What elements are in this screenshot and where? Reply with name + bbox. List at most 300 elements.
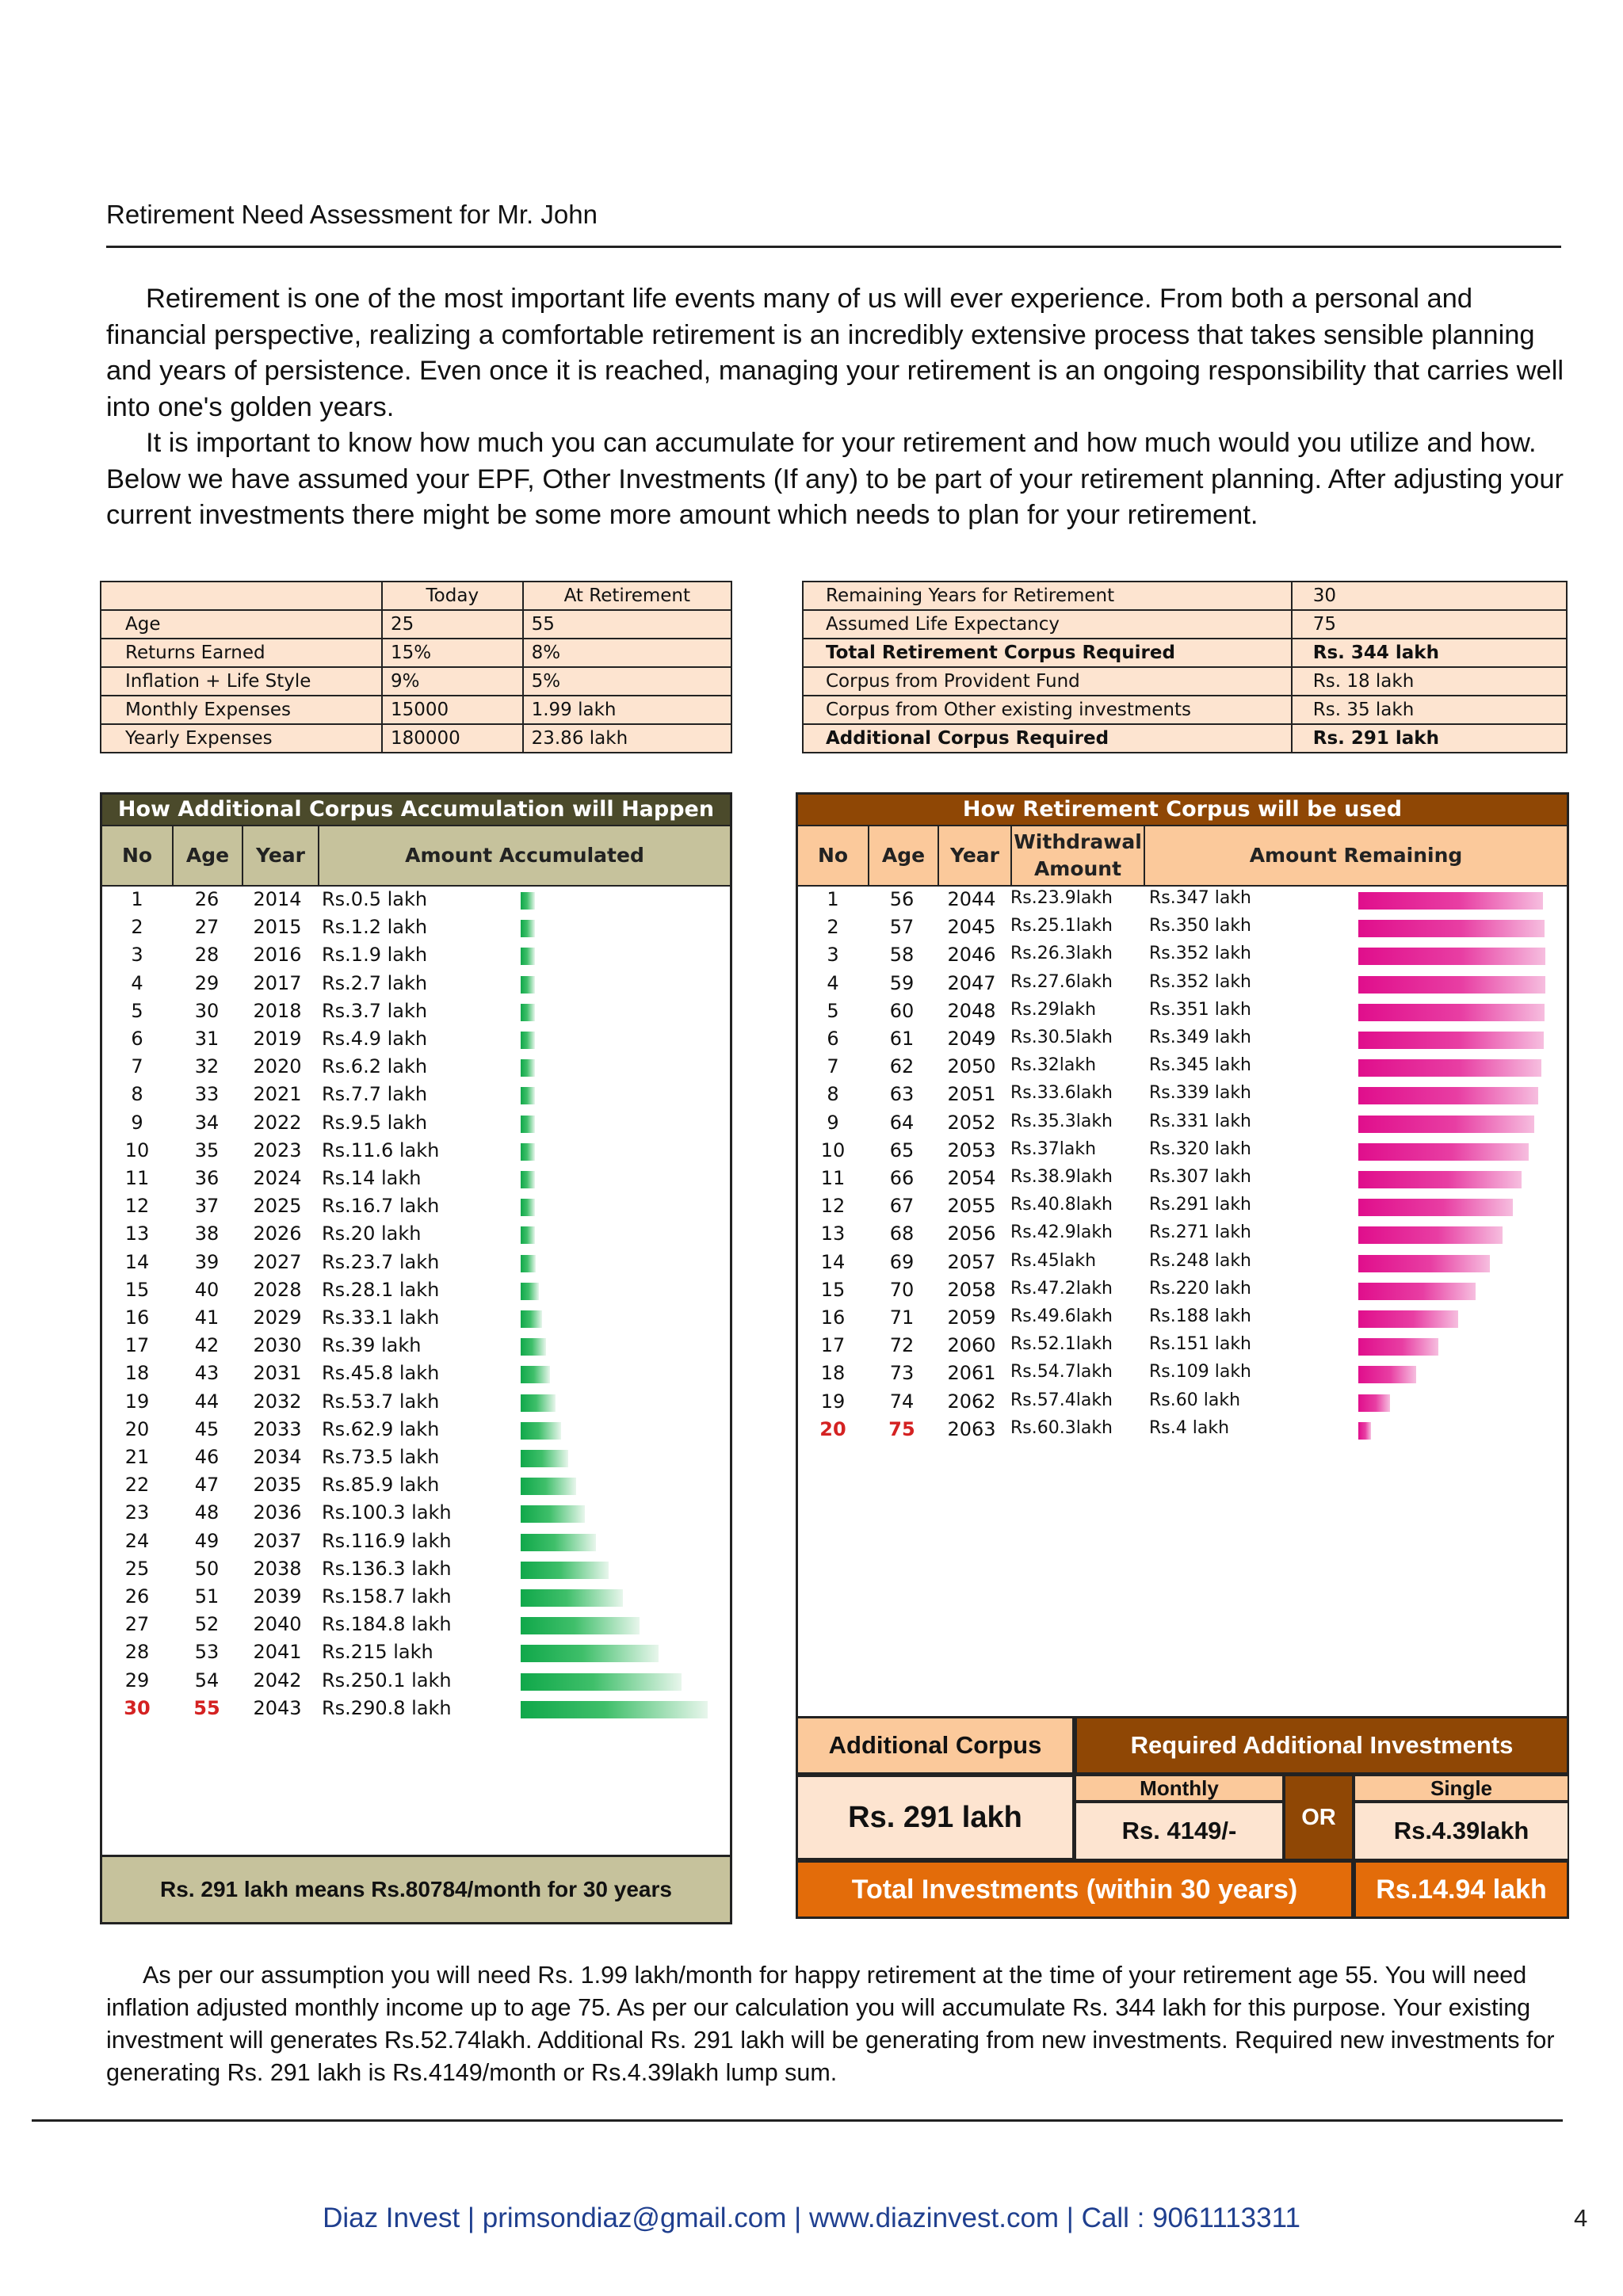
accum-amount: Rs.215 lakh xyxy=(322,1641,433,1664)
usage-withdrawal: Rs.37lakh xyxy=(1010,1138,1097,1159)
accum-age: 26 xyxy=(194,888,220,910)
usage-withdrawal: Rs.45lakh xyxy=(1010,1250,1097,1271)
accum-bar xyxy=(521,1143,535,1161)
col-year: Year xyxy=(243,826,319,885)
usage-age: 60 xyxy=(889,999,915,1022)
footer-contact: Diaz Invest | primsondiaz@gmail.com | www.diazinvest.com | Call : 9061113311 xyxy=(323,2203,1300,2233)
usage-bar xyxy=(1358,892,1543,910)
accum-no: 11 xyxy=(124,1167,150,1189)
usage-age: 62 xyxy=(889,1055,915,1078)
accum-age: 54 xyxy=(194,1669,220,1691)
summary-paragraph: As per our assumption you will need Rs. 1.99 lakh/month for happy retirement at the time of your retirement age 55. You will need inflation adjusted monthly income up to age 75. As per our calculation you will accumulate Rs. 344 lakh for this purpose. Your existing investment will generates Rs.52.74lakh. Additional Rs. 291 lakh will be generating from new investments. Required new investments for generating Rs. 291 lakh is Rs.4149/month or Rs.4.39lakh lump sum. xyxy=(106,1962,1555,2086)
usage-year: 2045 xyxy=(947,916,996,939)
usage-no: 9 xyxy=(827,1111,839,1134)
usage-age: 69 xyxy=(889,1250,915,1273)
usage-age: 57 xyxy=(889,916,915,939)
usage-age: 67 xyxy=(889,1195,915,1218)
accum-amount: Rs.290.8 lakh xyxy=(322,1696,452,1719)
req-value: Rs. 344 lakh xyxy=(1292,639,1567,667)
usage-withdrawal: Rs.30.5lakh xyxy=(1010,1028,1113,1047)
usage-no: 10 xyxy=(820,1138,846,1161)
accum-amount: Rs.73.5 lakh xyxy=(322,1446,440,1468)
usage-no: 18 xyxy=(820,1362,846,1385)
title-divider xyxy=(106,246,1561,248)
usage-remaining: Rs.339 lakh xyxy=(1149,1083,1252,1104)
profile-today: 15% xyxy=(382,639,523,667)
usage-withdrawal: Rs.52.1lakh xyxy=(1010,1334,1113,1355)
accum-bar xyxy=(521,1701,708,1718)
col-no: No xyxy=(102,826,174,885)
usage-withdrawal: Rs.29lakh xyxy=(1010,999,1097,1020)
accum-year: 2030 xyxy=(253,1334,302,1357)
accum-amount: Rs.0.5 lakh xyxy=(322,888,428,910)
accum-no: 17 xyxy=(124,1334,150,1357)
accum-no: 27 xyxy=(124,1613,150,1636)
usage-remaining: Rs.347 lakh xyxy=(1149,888,1252,908)
req-value: 75 xyxy=(1292,610,1567,639)
accum-age: 42 xyxy=(194,1334,220,1357)
usage-age: 58 xyxy=(889,944,915,967)
usage-no: 4 xyxy=(827,971,839,994)
usage-age: 68 xyxy=(889,1222,915,1245)
usage-year: 2047 xyxy=(947,971,996,994)
accum-age: 46 xyxy=(194,1446,220,1468)
req-label: Corpus from Provident Fund xyxy=(803,667,1292,696)
usage-age: 56 xyxy=(889,888,915,910)
accum-year: 2038 xyxy=(253,1557,302,1580)
single-label: Single xyxy=(1354,1775,1569,1802)
accumulation-title: How Additional Corpus Accumulation will Happen xyxy=(102,795,730,825)
accum-bar xyxy=(521,1338,546,1356)
usage-remaining: Rs.352 lakh xyxy=(1149,971,1252,992)
accum-age: 33 xyxy=(194,1083,220,1106)
accum-bar xyxy=(521,1226,535,1244)
accum-bar xyxy=(521,1199,535,1216)
usage-no: 2 xyxy=(827,916,839,939)
usage-withdrawal: Rs.40.8lakh xyxy=(1010,1195,1113,1215)
usage-withdrawal: Rs.32lakh xyxy=(1010,1055,1097,1076)
profile-header-today: Today xyxy=(382,582,523,610)
accum-amount: Rs.100.3 lakh xyxy=(322,1501,452,1524)
accum-age: 49 xyxy=(194,1529,220,1552)
page-number: 4 xyxy=(1574,2204,1588,2232)
usage-age: 74 xyxy=(889,1390,915,1413)
usage-year: 2050 xyxy=(947,1055,996,1078)
accum-bar xyxy=(521,1032,535,1049)
accum-bar xyxy=(521,1059,535,1077)
usage-withdrawal: Rs.57.4lakh xyxy=(1010,1390,1113,1410)
accum-amount: Rs.250.1 lakh xyxy=(322,1669,452,1691)
usage-age: 63 xyxy=(889,1083,915,1106)
accum-bar xyxy=(521,1394,556,1412)
usage-bar xyxy=(1358,1310,1458,1328)
accum-age: 28 xyxy=(194,944,220,967)
usage-age: 73 xyxy=(889,1362,915,1385)
req-value: Rs. 18 lakh xyxy=(1292,667,1567,696)
accum-bar xyxy=(521,1255,536,1272)
accum-no: 10 xyxy=(124,1138,150,1161)
page-title: Retirement Need Assessment for Mr. John xyxy=(106,200,598,229)
req-value: Rs. 35 lakh xyxy=(1292,696,1567,724)
accum-amount: Rs.62.9 lakh xyxy=(322,1417,440,1440)
usage-age: 66 xyxy=(889,1167,915,1189)
accum-year: 2033 xyxy=(253,1417,302,1440)
accum-no: 3 xyxy=(131,944,143,967)
usage-withdrawal: Rs.42.9lakh xyxy=(1010,1222,1113,1243)
accum-amount: Rs.158.7 lakh xyxy=(322,1585,452,1608)
accum-amount: Rs.11.6 lakh xyxy=(322,1138,440,1161)
profile-today: 180000 xyxy=(382,724,523,753)
accum-bar xyxy=(521,1478,576,1495)
accum-bar xyxy=(521,1087,535,1104)
accum-age: 37 xyxy=(194,1195,220,1218)
usage-remaining: Rs.220 lakh xyxy=(1149,1278,1252,1299)
accum-amount: Rs.85.9 lakh xyxy=(322,1474,440,1497)
usage-age: 65 xyxy=(889,1138,915,1161)
usage-age: 61 xyxy=(889,1028,915,1050)
accum-no: 29 xyxy=(124,1669,150,1691)
usage-bar xyxy=(1358,1255,1490,1272)
accum-bar xyxy=(521,1673,682,1691)
usage-year: 2055 xyxy=(947,1195,996,1218)
usage-bar xyxy=(1358,1226,1503,1244)
accum-no: 24 xyxy=(124,1529,150,1552)
usage-remaining: Rs.151 lakh xyxy=(1149,1334,1252,1355)
usage-bar xyxy=(1358,1059,1541,1077)
accum-year: 2024 xyxy=(253,1167,302,1189)
req-label: Additional Corpus Required xyxy=(803,724,1292,753)
usage-year: 2046 xyxy=(947,944,996,967)
accum-age: 45 xyxy=(194,1417,220,1440)
req-value: 30 xyxy=(1292,582,1567,610)
accum-year: 2028 xyxy=(253,1278,302,1301)
usage-remaining: Rs.188 lakh xyxy=(1149,1306,1252,1326)
total-investments-value: Rs.14.94 lakh xyxy=(1354,1860,1569,1919)
accum-bar xyxy=(521,1310,542,1328)
usage-year: 2062 xyxy=(947,1390,996,1413)
monthly-value: Rs. 4149/- xyxy=(1075,1802,1284,1860)
accumulation-column-headers xyxy=(102,825,730,887)
accum-year: 2036 xyxy=(253,1501,302,1524)
col-amount: Amount Accumulated xyxy=(405,844,644,867)
summary-text xyxy=(106,1959,1564,2089)
accum-bar xyxy=(521,1534,596,1551)
req-label: Remaining Years for Retirement xyxy=(803,582,1292,610)
accum-bar xyxy=(521,1422,561,1440)
accum-amount: Rs.136.3 lakh xyxy=(322,1557,452,1580)
usage-withdrawal: Rs.38.9lakh xyxy=(1010,1167,1113,1187)
usage-age: 59 xyxy=(889,971,915,994)
accum-year: 2025 xyxy=(253,1195,302,1218)
accum-age: 43 xyxy=(194,1362,220,1385)
usage-remaining: Rs.60 lakh xyxy=(1149,1390,1241,1410)
accum-amount: Rs.53.7 lakh xyxy=(322,1390,440,1413)
accum-amount: Rs.1.9 lakh xyxy=(322,944,428,967)
usage-withdrawal: Rs.23.9lakh xyxy=(1010,888,1113,908)
usage-bar xyxy=(1358,1394,1390,1412)
accum-age: 53 xyxy=(194,1641,220,1664)
accum-year: 2027 xyxy=(253,1250,302,1273)
additional-corpus-label: Additional Corpus xyxy=(796,1716,1075,1775)
accum-year: 2014 xyxy=(253,888,302,910)
profile-retire: 8% xyxy=(523,639,731,667)
usage-remaining: Rs.349 lakh xyxy=(1149,1028,1252,1047)
accum-amount: Rs.4.9 lakh xyxy=(322,1028,428,1050)
profile-retire: 5% xyxy=(523,667,731,696)
usage-bar xyxy=(1358,1283,1476,1300)
accum-age: 27 xyxy=(194,916,220,939)
usage-withdrawal: Rs.25.1lakh xyxy=(1010,916,1113,936)
accum-bar xyxy=(521,1617,640,1634)
accum-no: 13 xyxy=(124,1222,150,1245)
usage-remaining: Rs.307 lakh xyxy=(1149,1167,1252,1187)
usage-year: 2060 xyxy=(947,1334,996,1357)
usage-year: 2058 xyxy=(947,1278,996,1301)
accum-amount: Rs.3.7 lakh xyxy=(322,999,428,1022)
usage-withdrawal: Rs.33.6lakh xyxy=(1010,1083,1113,1104)
accum-amount: Rs.14 lakh xyxy=(322,1167,422,1189)
accum-year: 2035 xyxy=(253,1474,302,1497)
accum-no: 19 xyxy=(124,1390,150,1413)
usage-year: 2059 xyxy=(947,1306,996,1329)
accum-amount: Rs.33.1 lakh xyxy=(322,1306,440,1329)
usage-bar xyxy=(1358,948,1545,965)
accum-amount: Rs.20 lakh xyxy=(322,1222,422,1245)
accum-no: 22 xyxy=(124,1474,150,1497)
accum-age: 50 xyxy=(194,1557,220,1580)
usage-age: 71 xyxy=(889,1306,915,1329)
accum-bar xyxy=(521,1366,550,1383)
accum-amount: Rs.184.8 lakh xyxy=(322,1613,452,1636)
usage-remaining: Rs.320 lakh xyxy=(1149,1138,1252,1159)
accum-bar xyxy=(521,920,535,937)
accum-age: 35 xyxy=(194,1138,220,1161)
usage-year: 2049 xyxy=(947,1028,996,1050)
usage-no: 14 xyxy=(820,1250,846,1273)
accum-year: 2023 xyxy=(253,1138,302,1161)
accum-no: 21 xyxy=(124,1446,150,1468)
usage-year: 2063 xyxy=(947,1417,996,1440)
req-label: Assumed Life Expectancy xyxy=(803,610,1292,639)
col-no: No xyxy=(798,826,869,885)
accum-no: 1 xyxy=(131,888,143,910)
accum-bar xyxy=(521,948,535,965)
accum-age: 29 xyxy=(194,971,220,994)
accumulation-panel xyxy=(100,792,732,1922)
profile-retire: 23.86 lakh xyxy=(523,724,731,753)
profile-retire: 1.99 lakh xyxy=(523,696,731,724)
accum-age: 40 xyxy=(194,1278,220,1301)
profile-retire: 55 xyxy=(523,610,731,639)
profile-label: Yearly Expenses xyxy=(101,724,382,753)
accum-amount: Rs.16.7 lakh xyxy=(322,1195,440,1218)
accum-age: 30 xyxy=(194,999,220,1022)
usage-no: 7 xyxy=(827,1055,839,1078)
additional-corpus-value: Rs. 291 lakh xyxy=(796,1775,1075,1860)
usage-column-headers xyxy=(798,825,1567,887)
accum-year: 2018 xyxy=(253,999,302,1022)
usage-no: 11 xyxy=(820,1167,846,1189)
usage-no: 20 xyxy=(819,1417,846,1440)
usage-age: 64 xyxy=(889,1111,915,1134)
usage-no: 6 xyxy=(827,1028,839,1050)
usage-withdrawal: Rs.35.3lakh xyxy=(1010,1111,1113,1131)
accum-bar xyxy=(521,1562,609,1579)
profile-today: 25 xyxy=(382,610,523,639)
usage-bar xyxy=(1358,1199,1513,1216)
accum-no: 6 xyxy=(131,1028,143,1050)
accum-year: 2026 xyxy=(253,1222,302,1245)
usage-withdrawal: Rs.47.2lakh xyxy=(1010,1278,1113,1299)
accum-bar xyxy=(521,1450,568,1467)
accum-year: 2034 xyxy=(253,1446,302,1468)
accum-no: 12 xyxy=(124,1195,150,1218)
accum-year: 2017 xyxy=(253,971,302,994)
accum-age: 32 xyxy=(194,1055,220,1078)
accum-year: 2015 xyxy=(253,916,302,939)
accum-amount: Rs.9.5 lakh xyxy=(322,1111,428,1134)
investment-summary xyxy=(796,1716,1569,1919)
accum-age: 47 xyxy=(194,1474,220,1497)
usage-remaining: Rs.291 lakh xyxy=(1149,1195,1252,1215)
usage-remaining: Rs.248 lakh xyxy=(1149,1250,1252,1271)
accum-no: 4 xyxy=(131,971,143,994)
accum-year: 2020 xyxy=(253,1055,302,1078)
usage-bar xyxy=(1358,1366,1416,1383)
accum-age: 52 xyxy=(194,1613,220,1636)
accum-amount: Rs.6.2 lakh xyxy=(322,1055,428,1078)
accum-no: 2 xyxy=(131,916,143,939)
usage-no: 19 xyxy=(820,1390,846,1413)
usage-remaining: Rs.350 lakh xyxy=(1149,916,1252,936)
accum-year: 2029 xyxy=(253,1306,302,1329)
usage-bar xyxy=(1358,920,1545,937)
profile-today: 15000 xyxy=(382,696,523,724)
accum-bar xyxy=(521,1589,623,1607)
accum-no: 9 xyxy=(131,1111,143,1134)
accum-year: 2031 xyxy=(253,1362,302,1385)
req-value: Rs. 291 lakh xyxy=(1292,724,1567,753)
col-age: Age xyxy=(174,826,243,885)
accum-amount: Rs.28.1 lakh xyxy=(322,1278,440,1301)
accum-age: 34 xyxy=(194,1111,220,1134)
accum-bar xyxy=(521,1283,539,1300)
col-age: Age xyxy=(869,826,939,885)
accum-no: 28 xyxy=(124,1641,150,1664)
usage-withdrawal: Rs.49.6lakh xyxy=(1010,1306,1113,1326)
usage-bar xyxy=(1358,1143,1529,1161)
usage-year: 2052 xyxy=(947,1111,996,1134)
accum-no: 23 xyxy=(124,1501,150,1524)
usage-withdrawal: Rs.27.6lakh xyxy=(1010,971,1113,992)
accum-amount: Rs.1.2 lakh xyxy=(322,916,428,939)
accum-amount: Rs.23.7 lakh xyxy=(322,1250,440,1273)
profile-label: Inflation + Life Style xyxy=(101,667,382,696)
single-value: Rs.4.39lakh xyxy=(1354,1802,1569,1860)
usage-remaining: Rs.351 lakh xyxy=(1149,999,1252,1020)
intro-paragraph-1: Retirement is one of the most important life events many of us will ever experience. From both a personal and financial perspective, realizing a comfortable retirement is an incredibly extensive process that takes sensible planning and years of persistence. Even once it is reached, managing your retirement is an ongoing responsibility that carries well into one's golden years. xyxy=(106,284,1564,422)
usage-year: 2061 xyxy=(947,1362,996,1385)
usage-year: 2056 xyxy=(947,1222,996,1245)
accum-no: 14 xyxy=(124,1250,150,1273)
accum-year: 2041 xyxy=(253,1641,302,1664)
accum-year: 2037 xyxy=(253,1529,302,1552)
req-label: Total Retirement Corpus Required xyxy=(803,639,1292,667)
accum-year: 2019 xyxy=(253,1028,302,1050)
usage-age: 75 xyxy=(888,1417,915,1440)
accum-year: 2040 xyxy=(253,1613,302,1636)
usage-bar xyxy=(1358,1171,1522,1188)
accum-no: 5 xyxy=(131,999,143,1022)
accum-age: 36 xyxy=(194,1167,220,1189)
accum-age: 31 xyxy=(194,1028,220,1050)
accum-year: 2032 xyxy=(253,1390,302,1413)
usage-age: 70 xyxy=(889,1278,915,1301)
usage-no: 12 xyxy=(820,1195,846,1218)
accum-bar xyxy=(521,976,535,994)
accum-no: 15 xyxy=(124,1278,150,1301)
monthly-label: Monthly xyxy=(1075,1775,1284,1802)
usage-bar xyxy=(1358,1116,1534,1133)
accum-amount: Rs.39 lakh xyxy=(322,1334,422,1357)
accum-bar xyxy=(521,1645,659,1662)
accum-age: 44 xyxy=(194,1390,220,1413)
usage-withdrawal: Rs.60.3lakh xyxy=(1010,1417,1113,1438)
usage-no: 15 xyxy=(820,1278,846,1301)
col-year: Year xyxy=(939,826,1012,885)
usage-year: 2057 xyxy=(947,1250,996,1273)
usage-bar xyxy=(1358,1338,1438,1356)
usage-bar xyxy=(1358,1032,1544,1049)
usage-panel xyxy=(796,792,1569,1718)
usage-bar xyxy=(1358,1422,1371,1440)
intro-text xyxy=(106,281,1564,534)
usage-age: 72 xyxy=(889,1334,915,1357)
usage-no: 3 xyxy=(827,944,839,967)
usage-remaining: Rs.4 lakh xyxy=(1149,1417,1230,1438)
accum-year: 2042 xyxy=(253,1669,302,1691)
usage-no: 5 xyxy=(827,999,839,1022)
accum-age: 38 xyxy=(194,1222,220,1245)
usage-year: 2054 xyxy=(947,1167,996,1189)
profile-header-retirement: At Retirement xyxy=(523,582,731,610)
accum-no: 20 xyxy=(124,1417,150,1440)
usage-year: 2048 xyxy=(947,999,996,1022)
accum-no: 25 xyxy=(124,1557,150,1580)
req-label: Corpus from Other existing investments xyxy=(803,696,1292,724)
accum-bar xyxy=(521,1505,585,1523)
accum-no: 7 xyxy=(131,1055,143,1078)
usage-remaining: Rs.271 lakh xyxy=(1149,1222,1252,1243)
profile-label: Monthly Expenses xyxy=(101,696,382,724)
usage-no: 1 xyxy=(827,888,839,910)
accum-amount: Rs.116.9 lakh xyxy=(322,1529,452,1552)
accum-amount: Rs.45.8 lakh xyxy=(322,1362,440,1385)
usage-bar xyxy=(1358,976,1545,994)
profile-label: Age xyxy=(101,610,382,639)
accum-bar xyxy=(521,892,535,910)
accum-no: 30 xyxy=(124,1696,151,1719)
accum-age: 55 xyxy=(193,1696,220,1719)
usage-year: 2051 xyxy=(947,1083,996,1106)
usage-remaining: Rs.109 lakh xyxy=(1149,1362,1252,1383)
profile-table xyxy=(100,581,732,753)
usage-remaining: Rs.331 lakh xyxy=(1149,1111,1252,1131)
total-investments-label: Total Investments (within 30 years) xyxy=(796,1860,1354,1919)
requirements-table xyxy=(802,581,1568,753)
accum-age: 51 xyxy=(194,1585,220,1608)
usage-year: 2053 xyxy=(947,1138,996,1161)
